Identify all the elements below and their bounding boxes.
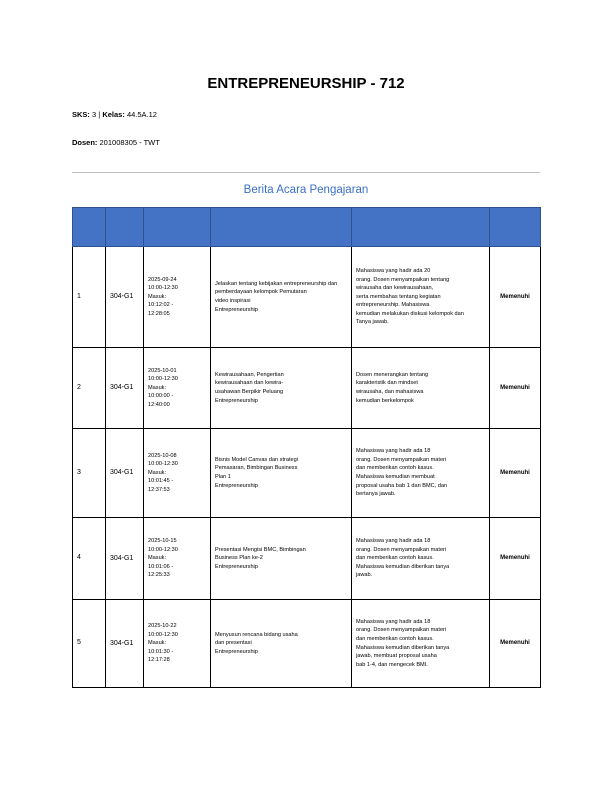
cell-line: karakteristik dan mindset [356, 380, 418, 387]
cell-line: Entrepreneurship [215, 306, 258, 313]
cell-line: entrepreneurship. Mahasiswa [356, 302, 430, 309]
cell-line: Masuk: [148, 293, 167, 300]
cell-line: dan memberikan contoh kasus. [356, 465, 434, 472]
cell-line: 10:00-12:30 [148, 376, 178, 383]
table-header-row [73, 208, 541, 247]
row-number-cell: 2 [73, 348, 106, 429]
room-code-cell: 304-G1 [106, 518, 144, 600]
meta-separator: | [98, 110, 101, 119]
table-row [73, 247, 541, 348]
kelas-value: 44.5A.12 [126, 110, 157, 119]
activity-cell [352, 429, 490, 518]
topic-cell [211, 600, 352, 688]
header-cell-activity [352, 208, 490, 247]
table-row [73, 600, 541, 688]
topic-cell [211, 247, 352, 348]
cell-line: Mahasiswa yang hadir ada 18 [356, 618, 431, 625]
cell-line: Tanya jawab. [356, 319, 389, 326]
activity-cell [352, 518, 490, 600]
cell-line: Mahasiswa yang hadir ada 20 [356, 267, 431, 274]
cell-line: proposal usaha bab 1 dan BMC, dan [356, 482, 448, 489]
sks-kelas-line [72, 110, 157, 119]
cell-line: Masuk: [148, 384, 167, 391]
row-number-cell: 1 [73, 247, 106, 348]
cell-line: 10:00-12:30 [148, 631, 178, 638]
cell-line: kewirausahaan dan kewira- [215, 380, 284, 387]
dosen-line [72, 138, 160, 147]
cell-line: Entrepreneurship [215, 397, 258, 404]
cell-line: kemudian melakukan diskusi kelompok dan [356, 310, 464, 317]
sks-label: SKS: [72, 110, 90, 119]
cell-line: Pemasaran, Bimbingan Business [215, 465, 298, 472]
schedule-cell [144, 429, 211, 518]
cell-line: 10:00-12:30 [148, 546, 178, 553]
topic-cell [211, 348, 352, 429]
cell-line: Mahasiswa yang hadir ada 18 [356, 448, 431, 455]
sks-value: 3 [92, 110, 97, 119]
status-cell: Memenuhi [490, 600, 541, 688]
schedule-cell [144, 518, 211, 600]
room-code-cell: 304-G1 [106, 247, 144, 348]
cell-line: Masuk: [148, 555, 167, 562]
cell-line: dan presentasi [215, 640, 252, 647]
activity-cell [352, 600, 490, 688]
cell-line: Kewirausahaan, Pengertian [215, 371, 284, 378]
cell-line: jawab. [356, 572, 373, 579]
cell-line: 2025-10-01 [148, 367, 177, 374]
cell-line: kemudian berkelompok [356, 397, 414, 404]
cell-line: serta membahas tentang kegiatan [356, 293, 441, 300]
cell-line: Entrepreneurship [215, 563, 258, 570]
cell-line: jawab, membuat proposal usaha [356, 653, 437, 660]
activity-cell [352, 348, 490, 429]
cell-line: 12:25:33 [148, 572, 170, 579]
dosen-value: 201008305 - TWT [99, 138, 160, 147]
cell-line: 10:01:45 - [148, 478, 174, 485]
activity-cell [352, 247, 490, 348]
cell-line: Mahasiswa kemudian membuat [356, 474, 435, 480]
cell-line: 10:00-12:30 [148, 285, 178, 292]
cell-line: Mahasiswa yang hadir ada 18 [356, 538, 431, 545]
kelas-label: Kelas: [102, 110, 125, 119]
cell-line: 12:37:53 [148, 486, 170, 493]
room-code-cell: 304-G1 [106, 348, 144, 429]
cell-line: Dosen menerangkan tentang [356, 371, 429, 378]
cell-line: orang. Dosen menyampaikan materi [356, 546, 447, 553]
room-code-cell: 304-G1 [106, 429, 144, 518]
topic-cell [211, 518, 352, 600]
cell-line: wirausaha dan kewirausahaan, [356, 285, 434, 292]
cell-line: 10:00:00 - [148, 393, 174, 400]
topic-cell [211, 429, 352, 518]
header-cell-status [490, 208, 541, 247]
status-cell: Memenuhi [490, 518, 541, 600]
cell-line: Masuk: [148, 469, 167, 476]
cell-line: Jelaskan tentang kebijakan entrepreneurship dan [215, 280, 338, 287]
status-cell: Memenuhi [490, 247, 541, 348]
cell-line: Plan 1 [215, 474, 231, 480]
cell-line: bab 1-4, dan mengecek BMI. [356, 661, 428, 668]
cell-line: Business Plan ke-2 [215, 555, 263, 562]
page-title: ENTREPRENEURSHIP - 712 [207, 75, 405, 92]
cell-line: 10:01:06 - [148, 563, 174, 570]
cell-line: Entrepreneurship [215, 482, 258, 489]
cell-line: orang. Dosen menyampaikan materi [356, 627, 447, 634]
table-row [73, 518, 541, 600]
cell-line: 10:12:02 - [148, 302, 174, 309]
status-cell: Memenuhi [490, 429, 541, 518]
schedule-cell [144, 348, 211, 429]
header-cell-time [144, 208, 211, 247]
status-cell: Memenuhi [490, 348, 541, 429]
cell-line: 12:28:05 [148, 310, 170, 317]
cell-line: wirausaha, dan mahasiswa [356, 389, 424, 395]
schedule-cell [144, 247, 211, 348]
section-divider [72, 172, 540, 173]
cell-line: Bisnis Model Canvas dan strategi [215, 456, 299, 463]
table-row [73, 429, 541, 518]
cell-line: pemberdayaan kelompok Pemutaran [215, 289, 307, 296]
header-cell-room [106, 208, 144, 247]
cell-line: Mahasiswa kemudian diberikan tanya [356, 563, 450, 570]
cell-line: dan memberikan contoh kasus. [356, 555, 434, 562]
header-cell-no [73, 208, 106, 247]
cell-line: orang. Dosen menyampaikan tentang [356, 276, 450, 283]
cell-line: 2025-10-08 [148, 452, 177, 459]
cell-line: 2025-10-22 [148, 623, 177, 630]
cell-line: 2025-09-24 [148, 276, 177, 283]
section-title: Berita Acara Pengajaran [243, 184, 369, 196]
row-number-cell: 4 [73, 518, 106, 600]
cell-line: 10:01:30 - [148, 648, 174, 655]
row-number-cell: 3 [73, 429, 106, 518]
cell-line: bertanya jawab. [356, 491, 396, 498]
cell-line: usahawan Berpikir Peluang [215, 389, 284, 395]
cell-line: video inspirasi [215, 298, 251, 304]
teaching-record-table [72, 207, 541, 688]
row-number-cell: 5 [73, 600, 106, 688]
cell-line: 12:40:00 [148, 401, 170, 408]
schedule-cell [144, 600, 211, 688]
cell-line: 2025-10-15 [148, 538, 177, 545]
dosen-label: Dosen: [72, 138, 98, 147]
cell-line: orang. Dosen menyampaikan materi [356, 456, 447, 463]
cell-line: Mahasiswa kemudian diberikan tanya [356, 644, 450, 651]
cell-line: 12:17:28 [148, 657, 170, 664]
header-cell-topic [211, 208, 352, 247]
cell-line: 10:00-12:30 [148, 461, 178, 468]
cell-line: Menyusun rencana bidang usaha [215, 631, 298, 638]
cell-line: Entrepreneurship [215, 648, 258, 655]
cell-line: Masuk: [148, 640, 167, 647]
table-row [73, 348, 541, 429]
cell-line: Presentasi Mengisi BMC, Bimbingan [215, 546, 306, 553]
cell-line: dan memberikan contoh kasus. [356, 635, 434, 642]
room-code-cell: 304-G1 [106, 600, 144, 688]
